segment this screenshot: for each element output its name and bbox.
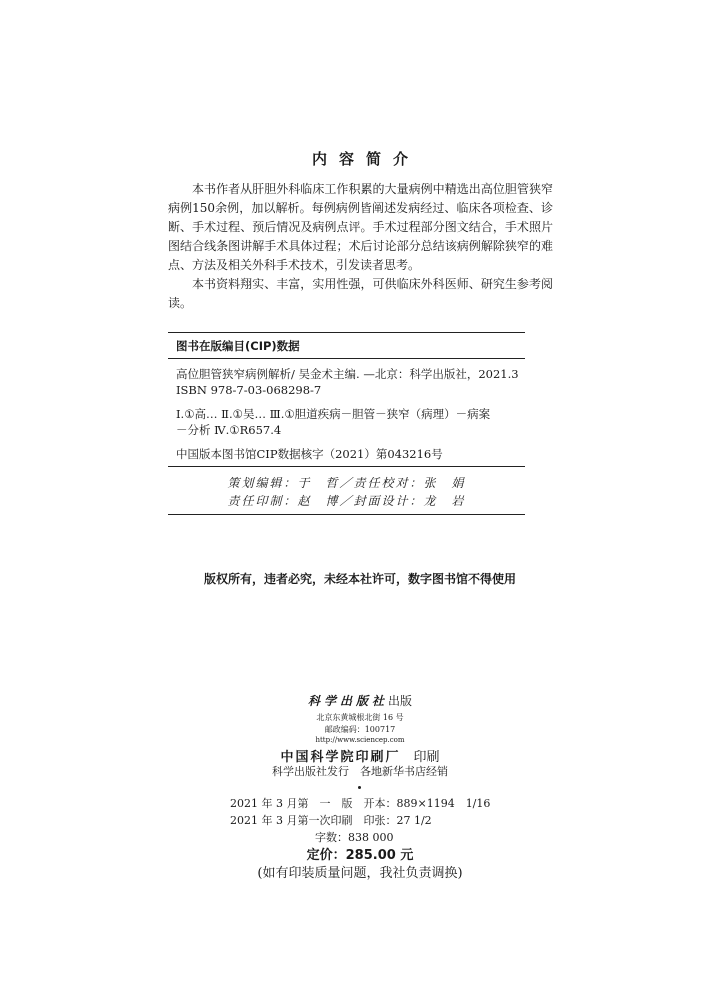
intro-paragraph: 本书作者从肝胆外科临床工作积累的大量病例中精选出高位胆管狭窄病例150余例，加以解析。每例病例皆阐述发病经过、临床各项检查、诊断、手术过程、预后情况及病例点评。手术过程部分图文结合，手术照片图结合线条图讲解手术具体过程；术后讨论部分总结该病例解除狭窄的难点、方法及相关外科手术技术，引发读者思考。 xyxy=(168,182,553,272)
copyright-notice: 版权所有，违者必究，未经本社许可，数字图书馆不得使用 xyxy=(203,572,516,586)
cip-heading: 图书在版编目(CIP)数据 xyxy=(176,339,300,353)
cip-line-title: 高位胆管狭窄病例解析/ 吴金术主编. —北京：科学出版社，2021.3 xyxy=(176,367,519,381)
edition-line: 2021 年 3 月第 一 版 开本：889×1194 1/16 xyxy=(230,797,491,810)
cip-line-isbn: ISBN 978-7-03-068298-7 xyxy=(176,383,322,397)
price-line: 定价：285.00 元 xyxy=(306,848,414,863)
publisher-postcode: 邮政编码：100717 xyxy=(324,725,396,734)
cip-bottom-rule xyxy=(168,466,525,467)
quality-notice: (如有印装质量问题，我社负责调换) xyxy=(257,866,463,881)
cip-line-record: 中国版本图书馆CIP数据核字（2021）第043216号 xyxy=(176,447,443,461)
publisher-line xyxy=(0,692,720,709)
printer-action: 印刷 xyxy=(413,750,440,765)
production-credits: 责任印制：赵 博／封面设计：龙 岩 xyxy=(227,494,466,508)
cip-line-subject: Ⅰ.①高… Ⅱ.①吴… Ⅲ.①胆道疾病－胆管－狭窄（病理）－病案 xyxy=(176,407,491,421)
printing-line: 2021 年 3 月第一次印刷 印张：27 1/2 xyxy=(230,814,432,827)
publisher-action: 出版 xyxy=(388,694,413,708)
publisher-name: 科学出版社 xyxy=(307,694,388,708)
distribution-line: 科学出版社发行 各地新华书店经销 xyxy=(272,765,448,778)
credits-rule xyxy=(168,514,525,515)
editor-credits: 策划编辑：于 哲／责任校对：张 娟 xyxy=(227,476,466,490)
separator-dot xyxy=(358,786,361,789)
intro-body xyxy=(168,180,553,313)
cip-line-subject-cont: －分析 Ⅳ.①R657.4 xyxy=(176,423,282,437)
printer-name: 中国科学院印刷厂 xyxy=(280,750,401,765)
cip-heading-rule xyxy=(168,358,525,359)
publisher-address: 北京东黄城根北街 16 号 xyxy=(316,713,404,722)
wordcount-line: 字数：838 000 xyxy=(315,831,394,844)
intro-paragraph: 本书资料翔实、丰富，实用性强，可供临床外科医师、研究生参考阅读。 xyxy=(168,277,553,310)
publisher-url: http://www.sciencep.com xyxy=(315,736,405,744)
intro-title: 内容简介 xyxy=(311,150,420,168)
cip-top-rule xyxy=(168,332,525,333)
